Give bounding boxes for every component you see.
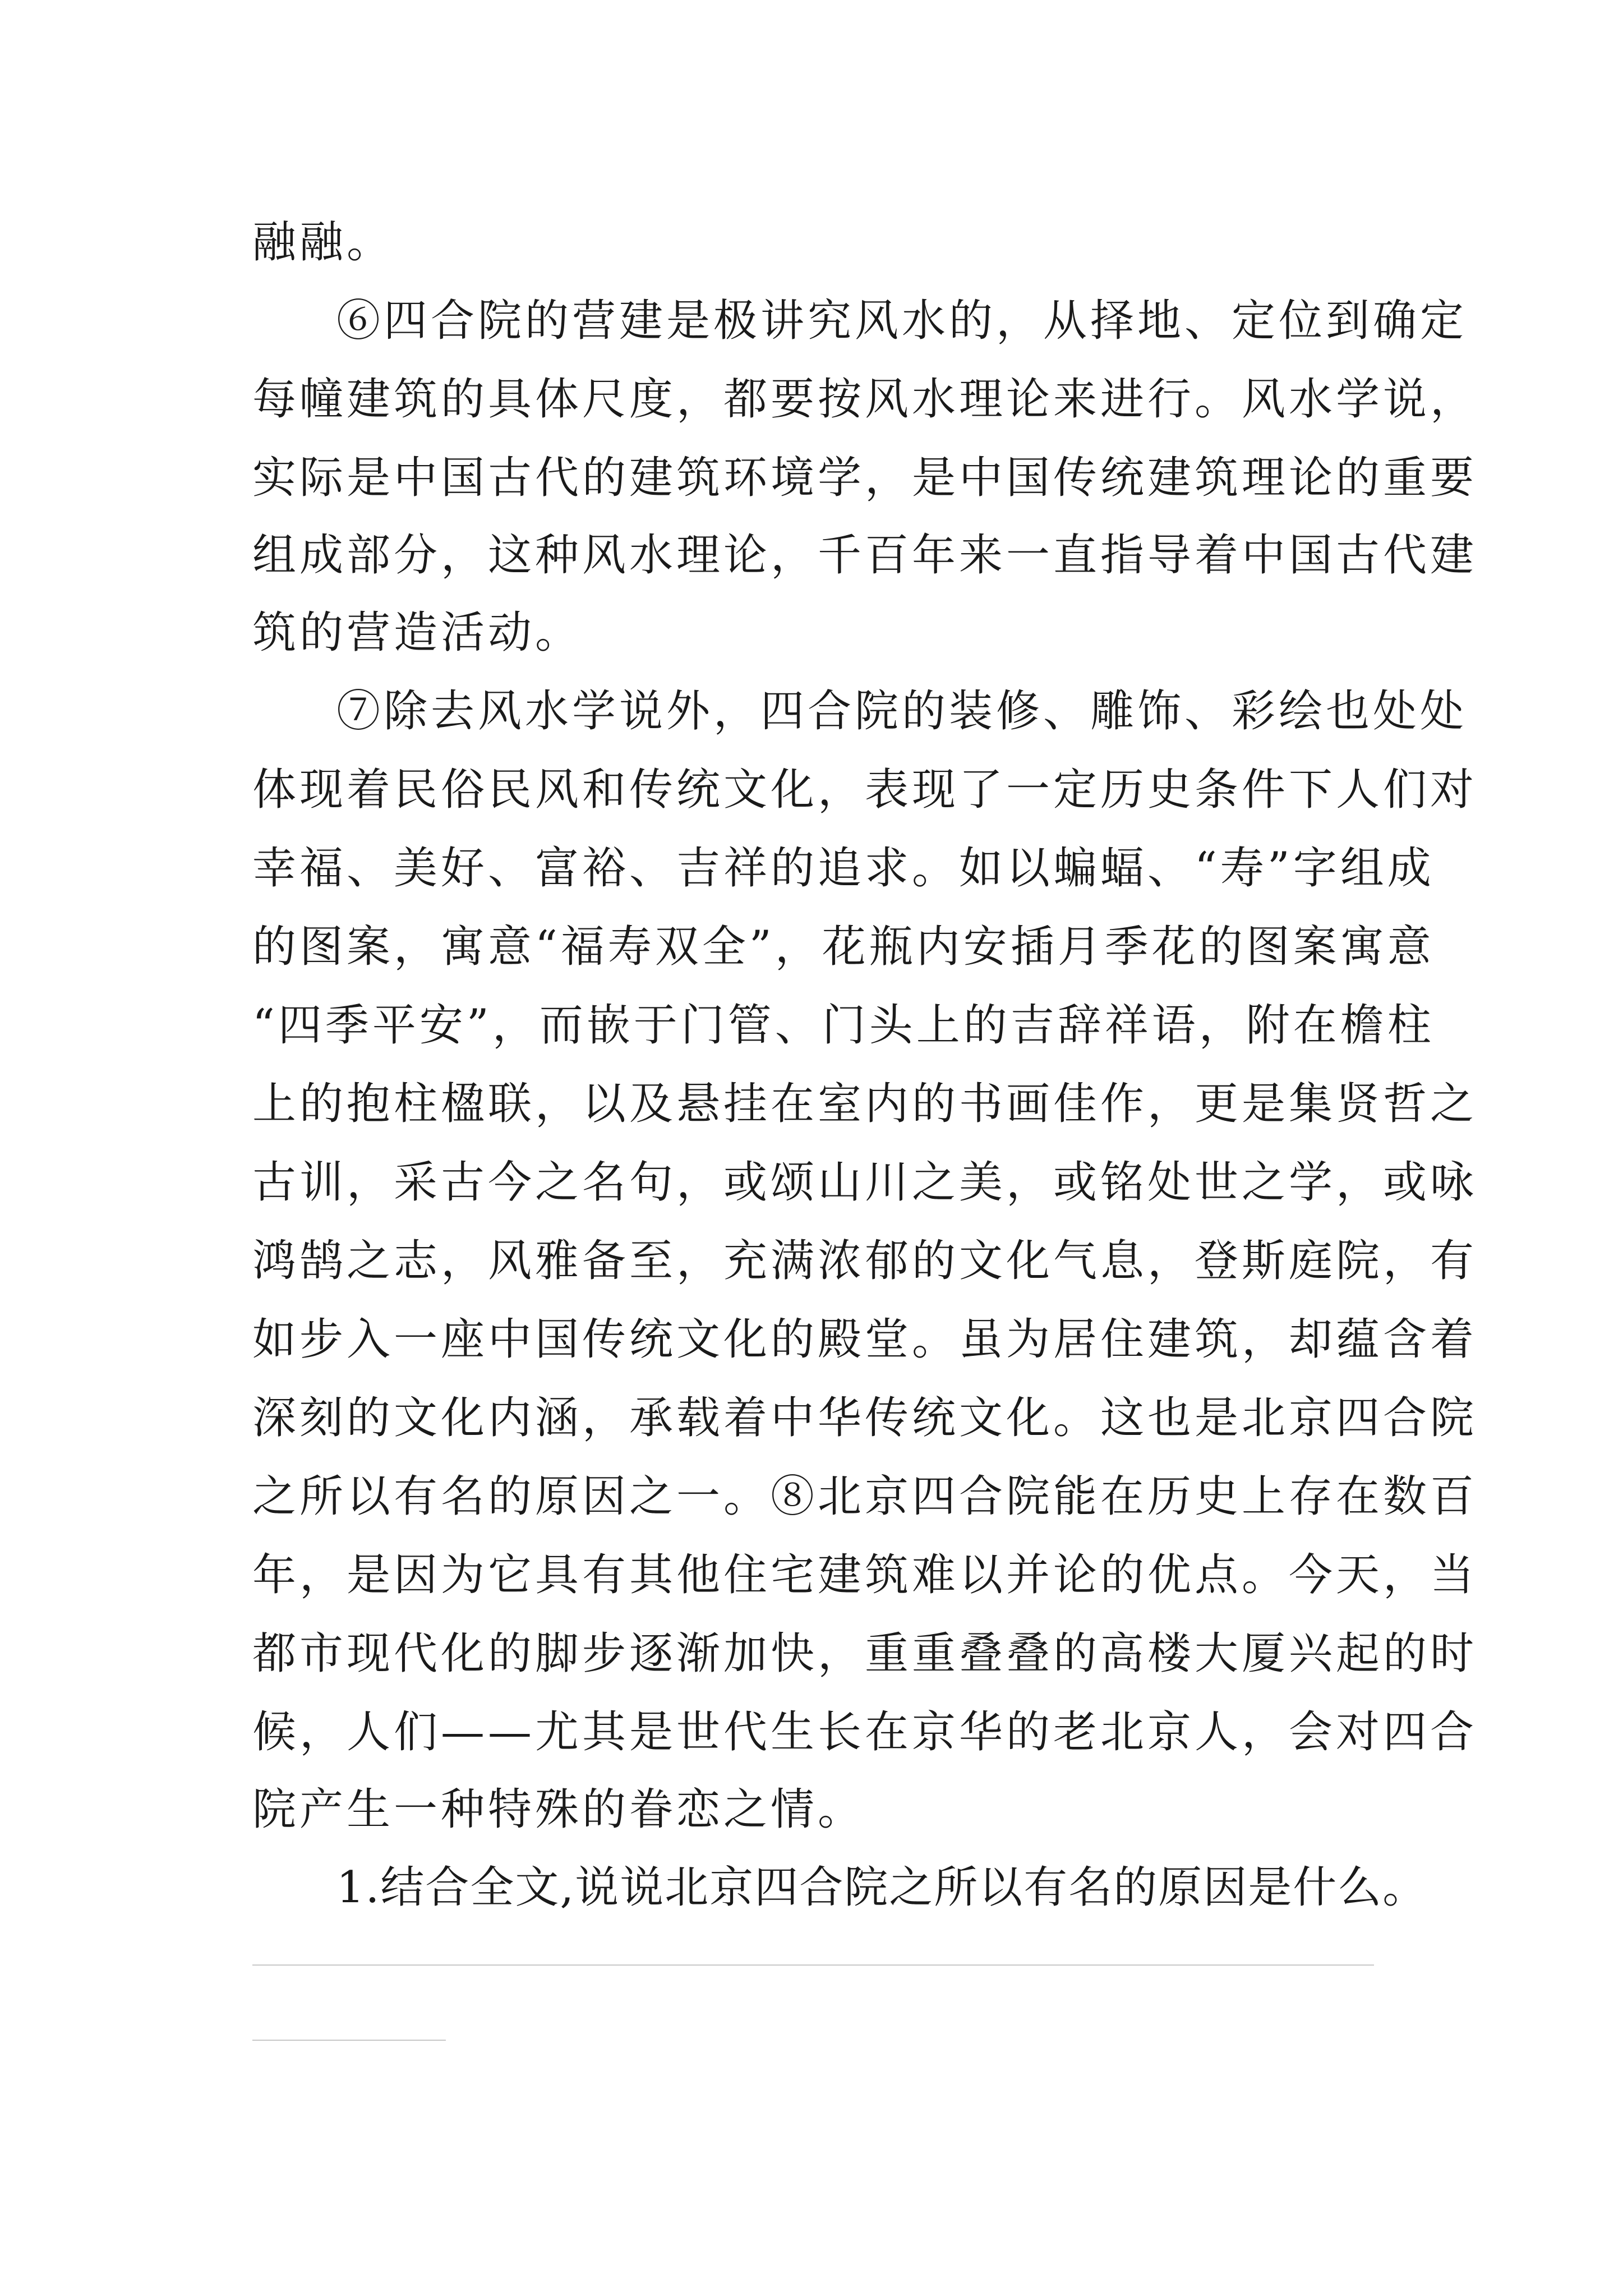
passage-line: 鸿鹄之志，风雅备至，充满浓郁的文化气息，登斯庭院，有 xyxy=(252,1236,1478,1286)
passage-line: 组成部分，这种风水理论，千百年来一直指导着中国古代建 xyxy=(252,530,1478,581)
passage-line: ⑥四合院的营建是极讲究风水的，从择地、定位到确定 xyxy=(336,296,1468,346)
passage-line: 古训，采古今之名句，或颂山川之美，或铭处世之学，或咏 xyxy=(252,1157,1478,1208)
passage-line: 候，人们——尤其是世代生长在京华的老北京人，会对四合 xyxy=(252,1707,1478,1757)
question-1: 1.结合全文,说说北京四合院之所以有名的原因是什么。 xyxy=(336,1862,1428,1913)
passage-line: 每幢建筑的具体尺度，都要按风水理论来进行。风水学说， xyxy=(252,374,1478,425)
passage-line: 上的抱柱楹联，以及悬挂在室内的书画佳作，更是集贤哲之 xyxy=(252,1079,1478,1129)
passage-line: 筑的营造活动。 xyxy=(252,608,583,658)
passage-line: 体现着民俗民风和传统文化，表现了一定历史条件下人们对 xyxy=(252,765,1478,815)
passage-line: 年，是因为它具有其他住宅建筑难以并论的优点。今天，当 xyxy=(252,1550,1478,1600)
passage-line: 如步入一座中国传统文化的殿堂。虽为居住建筑，却蕴含着 xyxy=(252,1314,1478,1365)
passage-line: 深刻的文化内涵，承载着中华传统文化。这也是北京四合院 xyxy=(252,1393,1478,1443)
passage-line: “四季平安”，而嵌于门管、门头上的吉辞祥语，附在檐柱 xyxy=(252,1000,1435,1051)
passage-line: 实际是中国古代的建筑环境学，是中国传统建筑理论的重要 xyxy=(252,453,1478,503)
passage-line: ⑦除去风水学说外，四合院的装修、雕饰、彩绘也处处 xyxy=(336,686,1468,737)
passage-line: 之所以有名的原因之一。⑧北京四合院能在历史上存在数百 xyxy=(252,1471,1478,1522)
passage-line: 院产生一种特殊的眷恋之情。 xyxy=(252,1784,865,1835)
passage-line: 幸福、美好、富裕、吉祥的追求。如以蝙蝠、“寿”字组成 xyxy=(252,843,1435,894)
passage-line: 融融。 xyxy=(252,217,394,268)
passage-line: 都市现代化的脚步逐渐加快，重重叠叠的高楼大厦兴起的时 xyxy=(252,1628,1478,1679)
passage-line: 的图案，寓意“福寿双全”，花瓶内安插月季花的图案寓意 xyxy=(252,922,1435,972)
answer-line[interactable] xyxy=(252,1964,1374,1966)
answer-line[interactable] xyxy=(252,2040,446,2041)
